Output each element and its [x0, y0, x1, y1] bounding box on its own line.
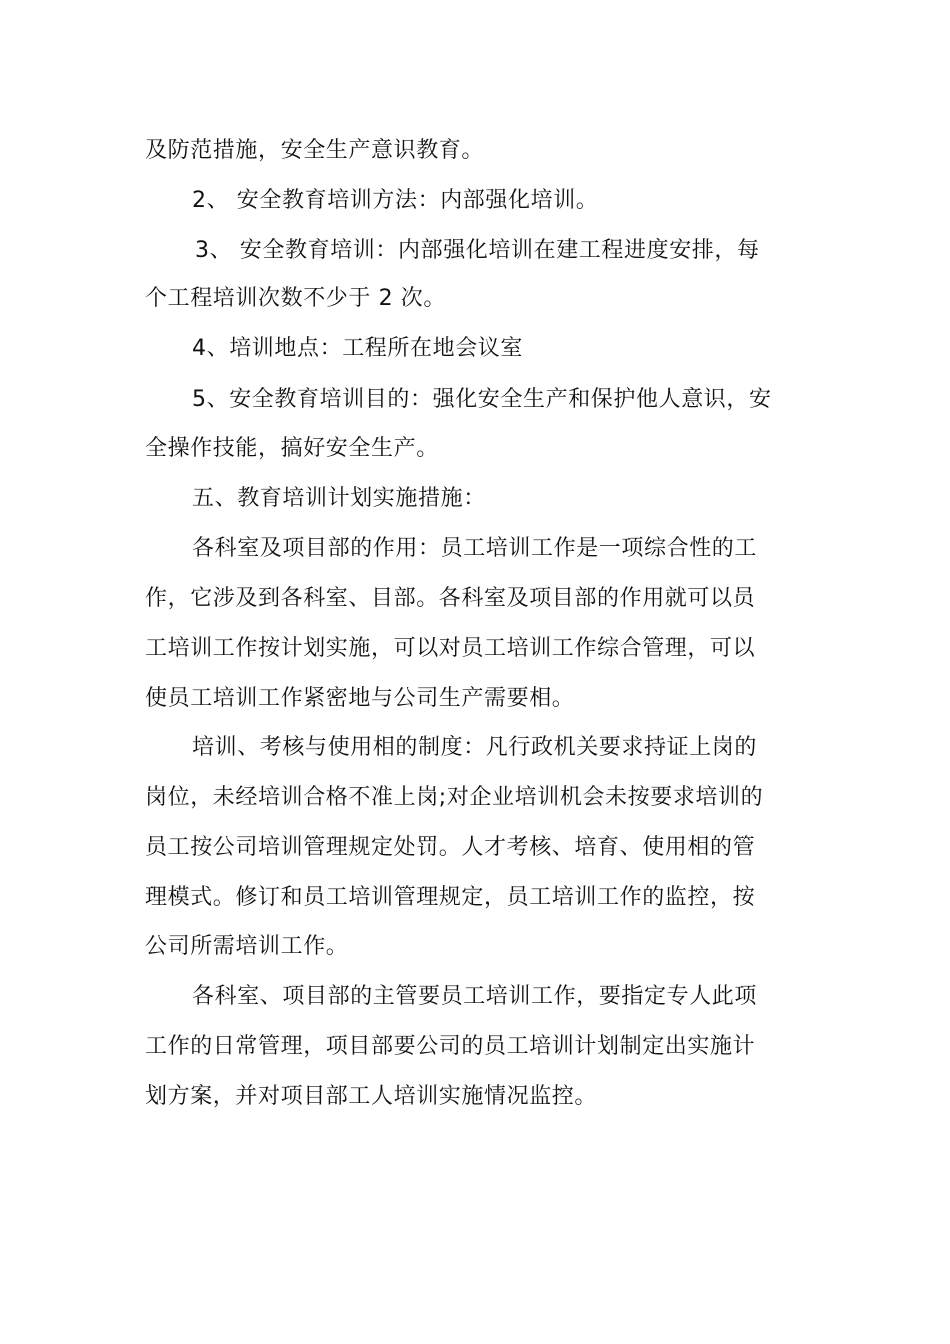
- text-line: 岗位，未经培训合格不准上岗;对企业培训机会未按要求培训的: [145, 785, 764, 810]
- text-line: 划方案，并对项目部工人培训实施情况监控。: [145, 1084, 598, 1109]
- text-line: 2、 安全教育培训方法：内部强化培训。: [192, 188, 599, 213]
- text-line: 公司所需培训工作。: [145, 934, 349, 959]
- text-line: 作，它涉及到各科室、目部。各科室及项目部的作用就可以员: [145, 586, 756, 611]
- text-line: 个工程培训次数不少于 2 次。: [145, 286, 446, 311]
- text-line: 3、 安全教育培训：内部强化培训在建工程进度安排，每: [195, 238, 760, 263]
- text-line: 全操作技能，搞好安全生产。: [145, 436, 439, 461]
- text-line: 培训、考核与使用相的制度：凡行政机关要求持证上岗的: [192, 735, 758, 760]
- text-line: 各科室、项目部的主管要员工培训工作，要指定专人此项: [192, 984, 758, 1009]
- text-line: 五、教育培训计划实施措施：: [192, 486, 486, 511]
- text-line: 理模式。修订和员工培训管理规定，员工培训工作的监控，按: [145, 885, 756, 910]
- text-line: 工作的日常管理，项目部要公司的员工培训计划制定出实施计: [145, 1034, 756, 1059]
- text-line: 使员工培训工作紧密地与公司生产需要相。: [145, 686, 575, 711]
- text-line: 工培训工作按计划实施，可以对员工培训工作综合管理，可以: [145, 636, 756, 661]
- text-line: 员工按公司培训管理规定处罚。人才考核、培育、使用相的管: [145, 835, 756, 860]
- text-line: 5、安全教育培训目的：强化安全生产和保护他人意识，安: [192, 387, 772, 412]
- text-line: 及防范措施，安全生产意识教育。: [145, 138, 485, 163]
- text-line: 各科室及项目部的作用：员工培训工作是一项综合性的工: [192, 536, 758, 561]
- text-line: 4、培训地点：工程所在地会议室: [192, 336, 523, 361]
